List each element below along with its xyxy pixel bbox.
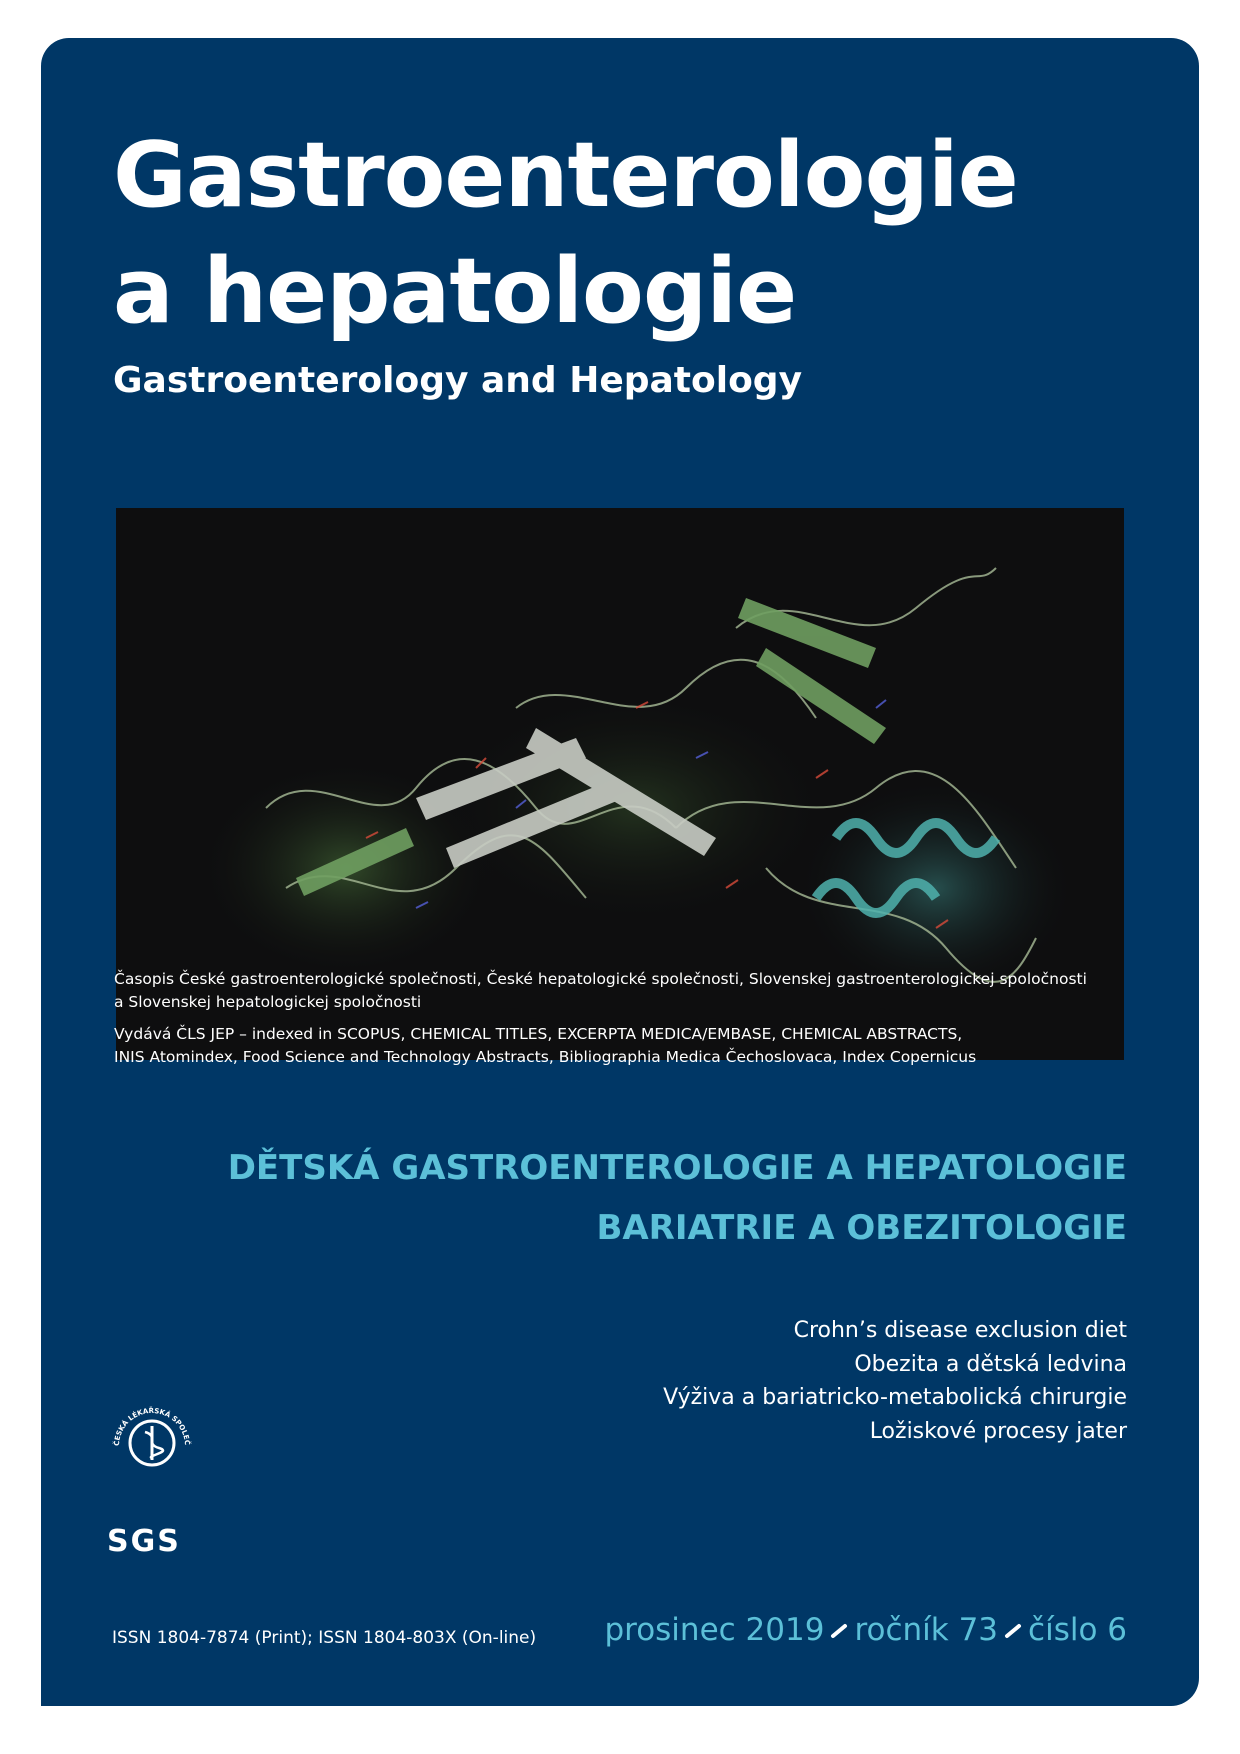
issue-info xyxy=(604,1612,1127,1648)
issn-text: ISSN 1804-7874 (Print); ISSN 1804-803X (On-line) xyxy=(112,1628,537,1648)
themes-block xyxy=(228,1138,1127,1258)
journal-subtitle: Gastroenterology and Hepatology xyxy=(113,360,803,401)
journal-title-line1: Gastroenterologie xyxy=(113,123,1018,228)
article-item: Ložiskové procesy jater xyxy=(869,1418,1127,1444)
issue-volume: ročník 73 xyxy=(854,1612,999,1648)
sgs-logo xyxy=(107,1524,191,1564)
description-line-1: Časopis České gastroenterologické společnosti, České hepatologické společnosti, Slovenskej gastroenterologickej spoločnosti xyxy=(114,970,1087,988)
journal-title-line2: a hepatologie xyxy=(113,239,797,344)
description-line-3: Vydává ČLS JEP – indexed in SCOPUS, CHEMICAL TITLES, EXCERPTA MEDICA/EMBASE, CHEMICAL ABSTRACTS, xyxy=(114,1025,963,1043)
caduceus-icon xyxy=(107,1398,197,1488)
description-line-4: INIS Atomindex, Food Science and Technology Abstracts, Bibliographia Medica Čechoslovaca, Index Copernicus xyxy=(114,1048,977,1066)
slash-icon xyxy=(1004,1621,1022,1639)
theme-line-2: BARIATRIE A OBEZITOLOGIE xyxy=(596,1208,1127,1248)
article-list xyxy=(663,1314,1127,1448)
description-line-2: a Slovenskej hepatologickej spoločnosti xyxy=(114,993,422,1011)
cls-jep-logo xyxy=(107,1398,197,1488)
sgs-logo-text: SGS xyxy=(107,1524,181,1559)
journal-cover xyxy=(41,38,1199,1706)
article-item: Výživa a bariatricko-metabolická chirurgie xyxy=(663,1385,1127,1410)
journal-title xyxy=(113,118,1018,350)
article-item: Crohn’s disease exclusion diet xyxy=(793,1318,1127,1343)
cls-jep-logo-text: ČESKÁ LÉKAŘSKÁ SPOLEČ xyxy=(112,1406,192,1447)
article-item: Obezita a dětská ledvina xyxy=(854,1351,1127,1377)
issue-number: číslo 6 xyxy=(1028,1612,1127,1648)
issue-date: prosinec 2019 xyxy=(604,1612,825,1648)
slash-icon xyxy=(830,1621,848,1639)
theme-line-1: DĚTSKÁ GASTROENTEROLOGIE A HEPATOLOGIE xyxy=(227,1148,1127,1188)
